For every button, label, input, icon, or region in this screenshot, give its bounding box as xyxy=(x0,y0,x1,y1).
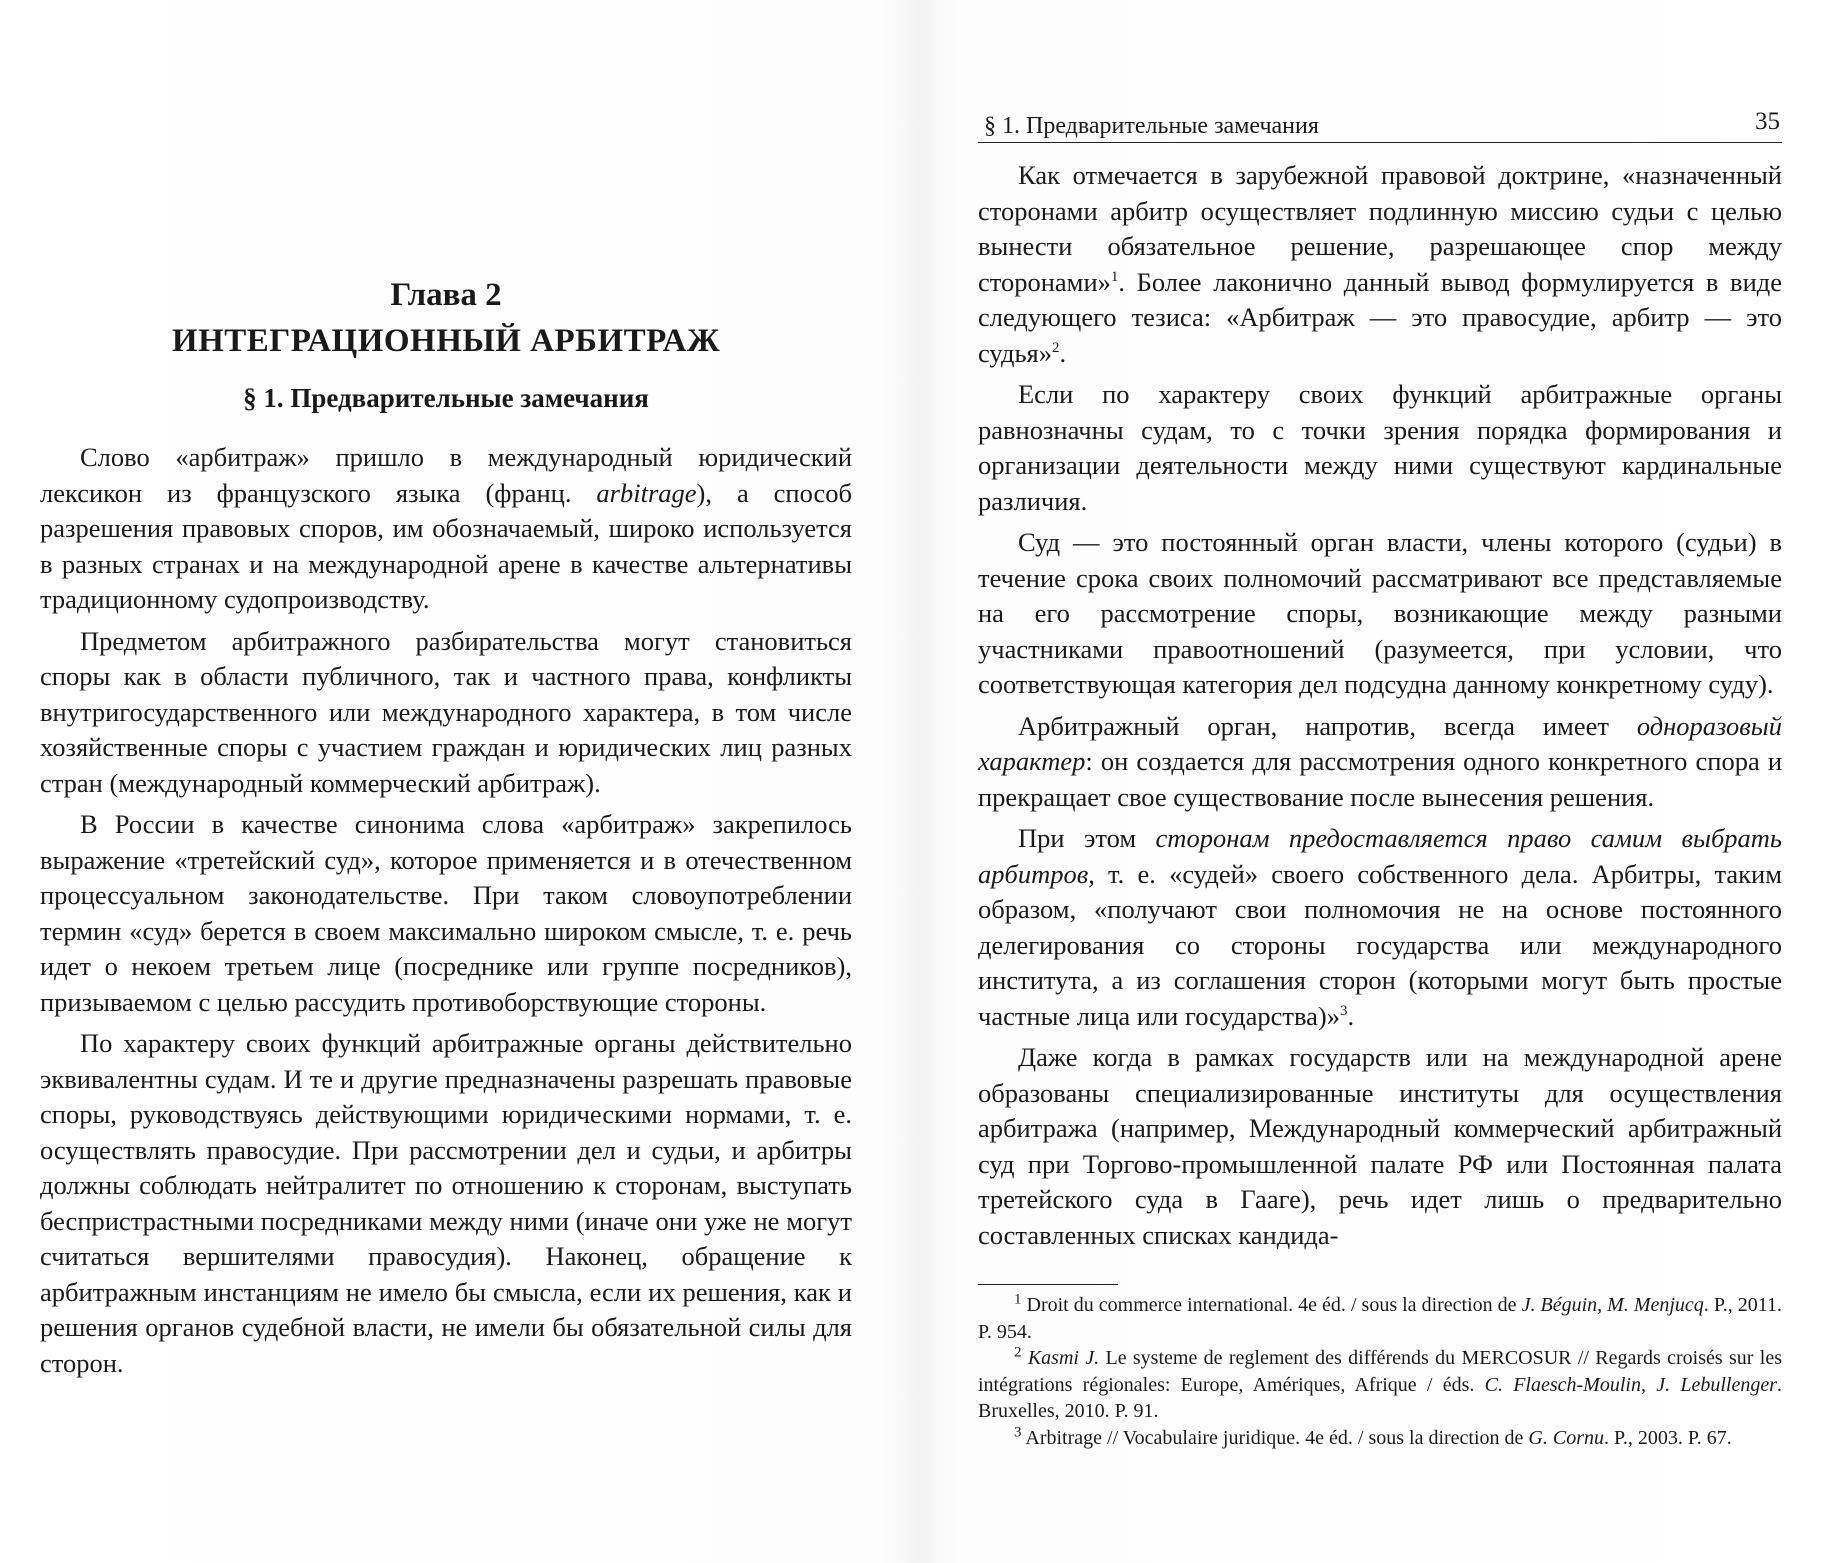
paragraph: Суд — это постоянный орган власти, члены которого (судьи) в течение срока своих полномочий рассматривают все представляемые на его рассмотрение споры, возникающие между разными участниками правоотношений (разумеется, при условии, что соответствующая категория дел подсудна данному конкретному суду). xyxy=(978,527,1782,699)
chapter-heading xyxy=(40,272,852,364)
footnotes xyxy=(978,1292,1782,1451)
paragraph: Предметом арбитражного разбирательства могут становиться споры как в области публичного, так и частного права, конфликты внутригосударственного или международного характера, в том числе хозяйственные споры с участием граждан и юридических лиц разных стран (международный коммерческий арбитраж). xyxy=(40,625,852,798)
footnote: $^1$ Droit du commerce international. 4e éd. / sous la direction de J. Béguin, M. Menjucq. P., 2011. P. 954. xyxy=(978,1291,1782,1343)
footnote-ref: 2 xyxy=(1052,339,1060,356)
paragraph: Слово «арбитраж» пришло в международный юридический лексикон из французского языка (франц. arbitrage), а способ разрешения правовых споров, им обозначаемый, широко используется в разных странах и на международной арене в качестве альтернативы традиционному судопроизводству. xyxy=(40,442,852,614)
paragraph: При этом сторонам предоставляется право самим выбрать арбитров, т. е. «судей» своего собственного дела. Арбитры, таким образом, «получают свои полномочия не на основе постоянного делегирования со стороны государства или международного института, а из соглашения сторон (которыми могут быть простые частные лица или государства)»$^3$. xyxy=(978,823,1782,1031)
footnote-ref: 1 xyxy=(1110,268,1119,285)
left-body-text xyxy=(40,440,852,1387)
paragraph: Арбитражный орган, напротив, всегда имеет одноразовый характер: он создается для рассмотрения одного конкретного спора и прекращает свое существование после вынесения решения. xyxy=(978,710,1782,812)
running-head xyxy=(978,108,1782,143)
footnote: $^3$ Arbitrage // Vocabulaire juridique. 4e éd. / sous la direction de G. Cornu. P., 2003. P. 67. xyxy=(1014,1423,1732,1449)
paragraph: Даже когда в рамках государств или на международной арене образованы специализированные институты для осуществления арбитража (например, Международный коммерческий арбитражный суд при Торгово-промышленной палате РФ или Постоянная палата третейского суда в Гааге), речь идет лишь о предварительно составленных списках кандида- xyxy=(978,1042,1782,1250)
chapter-title: ИНТЕГРАЦИОННЫЙ АРБИТРАЖ xyxy=(171,323,721,359)
chapter-label: Глава 2 xyxy=(390,277,502,313)
right-body-text xyxy=(978,158,1782,1259)
paragraph: По характеру своих функций арбитражные органы действительно эквивалентны судам. И те и другие предназначены разрешать правовые споры, руководствуясь действующими юридическими нормами, т. е. осуществлять правосудие. При рассмотрении дел и судьи, и арбитры должны соблюдать нейтралитет по отношению к сторонам, выступать беспристрастными посредниками между ними (иначе они уже не могут считаться вершителями правосудия). Наконец, обращение к арбитражным инстанциям не имело бы смысла, если их решения, как и решения органов судебной власти, не имели бы обязательной силы для сторон. xyxy=(40,1028,852,1378)
paragraph: Если по характеру своих функций арбитражные органы равнозначны судам, то с точки зрения порядка формирования и организации деятельности между ними существуют кардинальные различия. xyxy=(978,379,1782,516)
footnote-divider xyxy=(978,1284,1118,1285)
paragraph: В России в качестве синонима слова «арбитраж» закрепилось выражение «третейский суд», которое применяется и в отечественном процессуальном законодательстве. При таком словоупотреблении термин «суд» берется в своем максимально широком смысле, т. е. речь идет о некоем третьем лице (посреднике или группе посредников), призываемом с целью рассудить противоборствующие стороны. xyxy=(40,809,852,1017)
footnote: $^2$ Kasmi J. Le systeme de reglement des différends du MERCOSUR // Regards croisés sur les intégrations régionales: Europe, Amériques, Afrique / éds. C. Flaesch-Moulin, J. Lebullenger. Bruxelles, 2010. P. 91. xyxy=(978,1344,1782,1422)
running-head-title: § 1. Предварительные замечания xyxy=(984,113,1319,139)
page-number: 35 xyxy=(1755,108,1780,135)
section-title: § 1. Предварительные замечания xyxy=(243,383,649,413)
paragraph: Как отмечается в зарубежной правовой доктрине, «назначенный сторонами арбитр осуществляет подлинную миссию судьи с целью вынести обязательное решение, разрешающее спор между сторонами»$^1$. Более лаконично данный вывод формулируется в виде следующего тезиса: «Арбитраж — это правосудие, арбитр — это судья»$^2$. xyxy=(978,160,1782,368)
footnote-ref: 3 xyxy=(1339,1002,1348,1019)
